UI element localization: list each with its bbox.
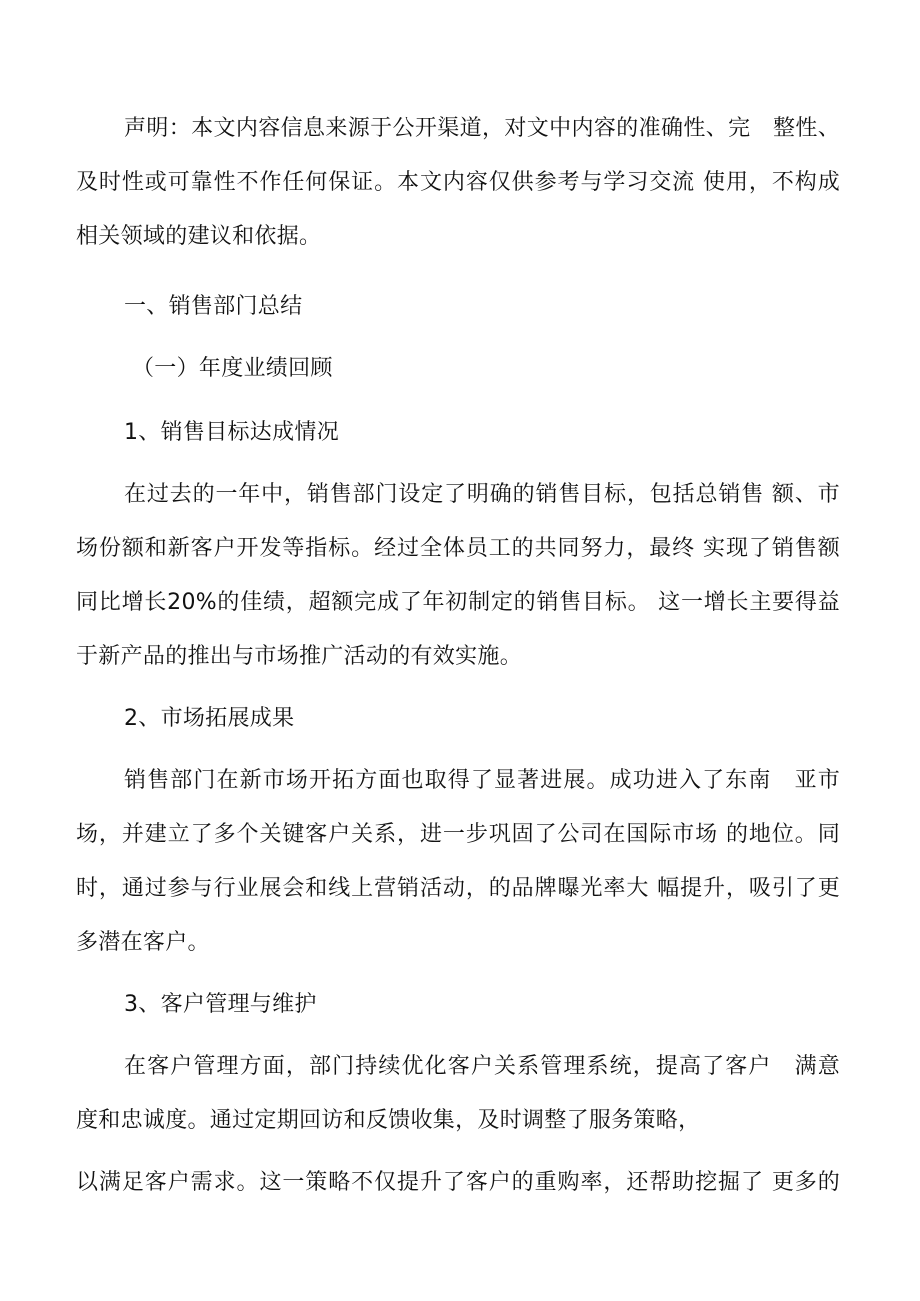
subsection-heading: （一）年度业绩回顾 [132, 356, 333, 381]
item-3-line-1: 在客户管理方面，部门持续优化客户关系管理系统，提高了客户 满意 [124, 1054, 840, 1079]
disclaimer-line-3: 相关领域的建议和依据。 [76, 224, 322, 249]
disclaimer-line-1: 声明：本文内容信息来源于公开渠道，对文中内容的准确性、完 整性、 [124, 116, 840, 141]
item-2-line-4: 多潜在客户。 [76, 930, 210, 955]
item-3-title: 3、客户管理与维护 [124, 992, 317, 1017]
item-3-line-3: 以满足客户需求。这一策略不仅提升了客户的重购率，还帮助挖掘了 更多的 [76, 1170, 840, 1195]
disclaimer-line-2: 及时性或可靠性不作任何保证。本文内容仅供参考与学习交流 使用，不构成 [76, 170, 840, 195]
item-2-title: 2、市场拓展成果 [124, 706, 295, 731]
item-2-line-2: 场，并建立了多个关键客户关系，进一步巩固了公司在国际市场 的地位。同 [76, 822, 840, 847]
item-1-line-2: 场份额和新客户开发等指标。经过全体员工的共同努力，最终 实现了销售额 [76, 536, 840, 561]
section-heading: 一、销售部门总结 [124, 294, 303, 319]
item-2-line-3: 时，通过参与行业展会和线上营销活动，的品牌曝光率大 幅提升，吸引了更 [76, 876, 840, 901]
item-1-line-1: 在过去的一年中，销售部门设定了明确的销售目标，包括总销售 额、市 [124, 482, 840, 507]
item-1-title: 1、销售目标达成情况 [124, 420, 339, 445]
item-3-line-2: 度和忠诚度。通过定期回访和反馈收集，及时调整了服务策略， [76, 1108, 701, 1133]
item-1-line-3: 同比增长20%的佳绩，超额完成了年初制定的销售目标。 这一增长主要得益 [76, 590, 840, 615]
item-2-line-1: 销售部门在新市场开拓方面也取得了显著进展。成功进入了东南 亚市 [124, 768, 840, 793]
item-1-line-4: 于新产品的推出与市场推广活动的有效实施。 [76, 644, 523, 669]
